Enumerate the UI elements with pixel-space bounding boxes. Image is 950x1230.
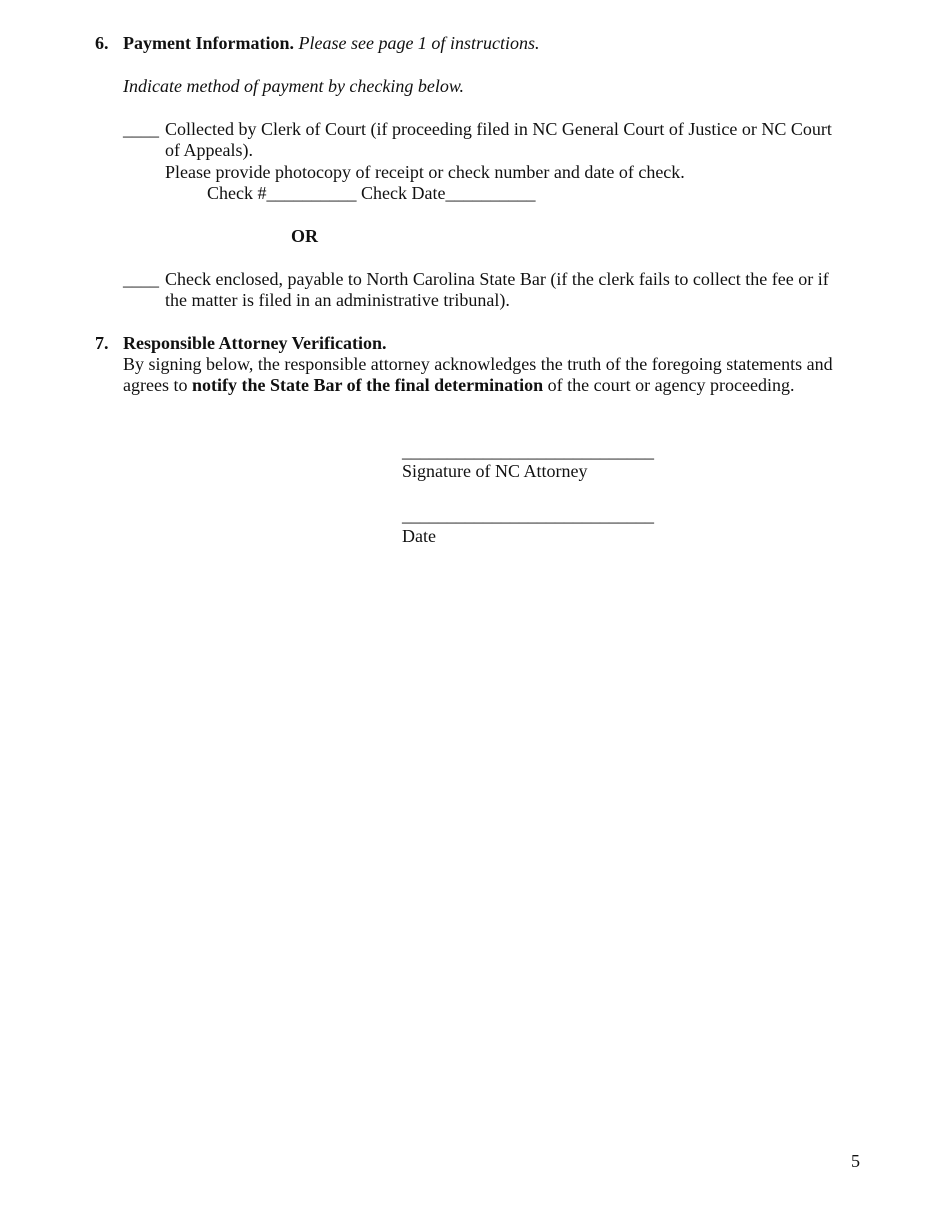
clerk-collected-line-2: of Appeals). bbox=[165, 140, 253, 160]
section-6-title: Payment Information. bbox=[123, 33, 294, 53]
check-enclosed-line-1: Check enclosed, payable to North Carolina State Bar (if the clerk fails to collect the fee or if bbox=[165, 269, 829, 289]
signature-label: Signature of NC Attorney bbox=[402, 461, 588, 481]
payment-instruction: Indicate method of payment by checking below. bbox=[123, 76, 465, 96]
page-number: 5 bbox=[851, 1151, 860, 1171]
check-enclosed-line-2: the matter is filed in an administrative tribunal). bbox=[165, 290, 510, 310]
section-6-heading bbox=[123, 33, 539, 54]
verification-line-2 bbox=[123, 375, 795, 396]
verification-line-2-bold: notify the State Bar of the final determination bbox=[191, 375, 544, 395]
date-line[interactable]: ____________________________ bbox=[402, 505, 654, 525]
check-fields-row bbox=[207, 183, 535, 204]
section-7-number: 7. bbox=[95, 333, 109, 353]
verification-line-1: By signing below, the responsible attorney acknowledges the truth of the foregoing statements and bbox=[123, 354, 833, 374]
section-6-subtitle: Please see page 1 of instructions. bbox=[298, 33, 540, 53]
signature-line[interactable]: ____________________________ bbox=[402, 441, 654, 461]
verification-line-2-pre: agrees to bbox=[123, 375, 192, 395]
clerk-collected-checkbox-blank[interactable]: ____ bbox=[123, 119, 159, 139]
check-enclosed-checkbox-blank[interactable]: ____ bbox=[123, 269, 159, 289]
clerk-collected-line-1: Collected by Clerk of Court (if proceeding filed in NC General Court of Justice or NC Court bbox=[165, 119, 832, 139]
date-label: Date bbox=[402, 526, 436, 546]
clerk-collected-line-3: Please provide photocopy of receipt or check number and date of check. bbox=[165, 162, 685, 182]
section-7-title: Responsible Attorney Verification. bbox=[123, 333, 387, 353]
check-number-field[interactable]: Check #__________ bbox=[207, 183, 357, 203]
or-separator: OR bbox=[291, 226, 318, 246]
verification-line-2-post: of the court or agency proceeding. bbox=[543, 375, 795, 395]
check-date-field[interactable]: Check Date__________ bbox=[360, 183, 536, 203]
section-6-number: 6. bbox=[95, 33, 109, 53]
